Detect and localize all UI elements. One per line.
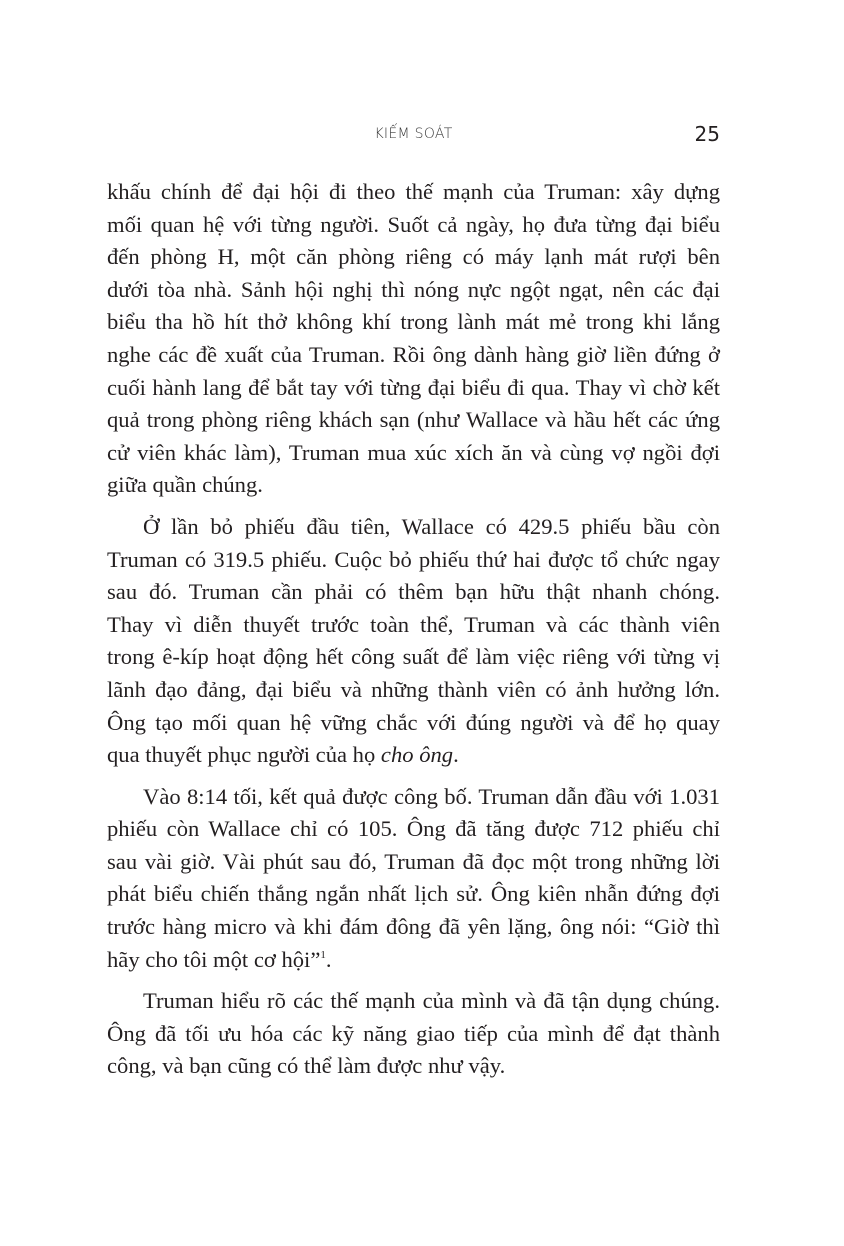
text-line: phát biểu chiến thắng ngắn nhất lịch sử. Ông kiên nhẫn đứng đợi: [107, 881, 720, 907]
footnote-marker[interactable]: 1: [320, 948, 326, 961]
text-line: trước hàng micro và khi đám đông đã yên lặng, ông nói: “Giờ thì: [107, 914, 720, 940]
text-line: sau đó. Truman cần phải có thêm bạn hữu thật nhanh chóng.: [107, 579, 720, 605]
text-line: Truman hiểu rõ các thế mạnh của mình và đã tận dụng chúng.: [143, 988, 720, 1014]
text-line: cử viên khác làm), Truman mua xúc xích ăn và cùng vợ ngồi đợi: [107, 439, 720, 465]
text-line: đến phòng H, một căn phòng riêng có máy lạnh mát rượi bên: [107, 244, 720, 270]
paragraph-4: [107, 985, 720, 1083]
paragraph-1: [107, 176, 720, 502]
text-line: quả trong phòng riêng khách sạn (như Wallace và hầu hết các ứng: [107, 407, 720, 433]
text-line: dưới tòa nhà. Sảnh hội nghị thì nóng nực ngột ngạt, nên các đại: [107, 276, 720, 302]
body-text: [107, 176, 720, 1083]
text-line: Ông đã tối ưu hóa các kỹ năng giao tiếp của mình để đạt thành: [107, 1020, 720, 1046]
text-span: hãy cho tôi một cơ hội”: [107, 946, 321, 972]
text-line: Ông tạo mối quan hệ vững chắc với đúng người và để họ quay: [107, 709, 720, 735]
paragraph-2: [107, 511, 720, 772]
text-span: .: [453, 742, 459, 768]
text-line: phiếu còn Wallace chỉ có 105. Ông đã tăng được 712 phiếu chỉ: [107, 816, 720, 842]
text-line: khấu chính để đại hội đi theo thế mạnh của Truman: xây dựng: [107, 179, 720, 204]
chapter-title: KIẾM SOÁT: [374, 126, 453, 142]
text-line: Ở lần bỏ phiếu đầu tiên, Wallace có 429.5 phiếu bầu còn: [143, 513, 720, 539]
text-line: [107, 944, 720, 977]
text-line: Thay vì diễn thuyết trước toàn thể, Truman và các thành viên: [107, 611, 720, 637]
paragraph-3: [107, 781, 720, 977]
text-line: [107, 739, 720, 772]
text-line: công, và bạn cũng có thể làm được như vậy.: [107, 1053, 506, 1079]
text-line: giữa quần chúng.: [107, 472, 263, 498]
text-line: mối quan hệ với từng người. Suốt cả ngày, họ đưa từng đại biểu: [107, 211, 720, 237]
text-line: cuối hành lang để bắt tay với từng đại biểu đi qua. Thay vì chờ kết: [107, 374, 720, 400]
text-line: nghe các đề xuất của Truman. Rồi ông dành hàng giờ liền đứng ở: [107, 341, 720, 367]
text-line: lãnh đạo đảng, đại biểu và những thành viên có ảnh hưởng lớn.: [107, 676, 720, 702]
text-line: trong ê-kíp hoạt động hết công suất để làm việc riêng với từng vị: [107, 644, 720, 670]
page-number: 25: [694, 122, 720, 146]
text-span: .: [325, 946, 332, 972]
text-span: qua thuyết phục người của họ: [107, 742, 381, 768]
text-line: biểu tha hồ hít thở không khí trong lành mát mẻ trong khi lắng: [107, 309, 720, 335]
text-line: Vào 8:14 tối, kết quả được công bố. Truman dẫn đầu với 1.031: [143, 783, 720, 809]
text-line: sau vài giờ. Vài phút sau đó, Truman đã đọc một trong những lời: [107, 848, 720, 874]
italic-emphasis: cho ông: [380, 742, 454, 768]
text-line: Truman có 319.5 phiếu. Cuộc bỏ phiếu thứ hai được tổ chức ngay: [107, 546, 720, 572]
running-header: [107, 122, 720, 148]
